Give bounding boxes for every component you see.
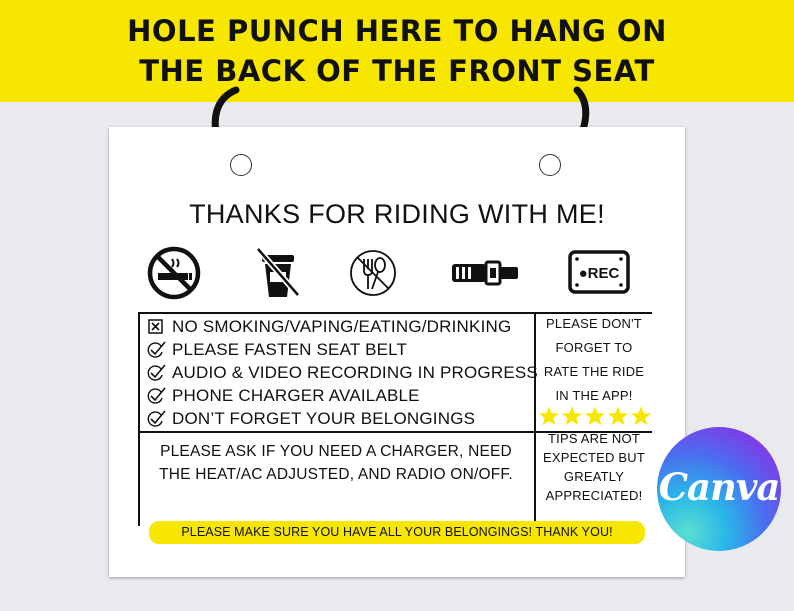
banner-line-2: THE BACK OF THE FRONT SEAT	[139, 54, 655, 88]
x-box-icon	[146, 317, 166, 337]
tips-line-3: GREATLY	[563, 469, 625, 484]
list-item	[146, 407, 538, 430]
star-icon	[630, 405, 652, 427]
check-circle-icon	[146, 386, 166, 406]
icon-row	[109, 245, 685, 301]
tips-line-4: APPRECIATED!	[545, 488, 643, 503]
ask-line-1: PLEASE ASK IF YOU NEED A CHARGER, NEED	[160, 443, 512, 460]
sign-card	[109, 127, 685, 577]
list-item	[146, 315, 538, 338]
rate-ride-text	[536, 312, 652, 408]
list-item	[146, 338, 538, 361]
punch-hole-left	[230, 154, 252, 176]
star-icon	[538, 405, 560, 427]
rate-line-1: PLEASE DON'T	[546, 316, 642, 331]
canva-wordmark: Canva	[658, 465, 780, 509]
sign-title: THANKS FOR RIDING WITH ME!	[189, 199, 605, 229]
rule-text: PHONE CHARGER AVAILABLE	[172, 385, 420, 405]
check-circle-icon	[146, 340, 166, 360]
star-icon	[561, 405, 583, 427]
no-drinks-icon	[254, 245, 302, 301]
check-circle-icon	[146, 409, 166, 429]
rule-text: PLEASE FASTEN SEAT BELT	[172, 339, 408, 359]
rate-line-3: RATE THE RIDE	[543, 364, 645, 379]
list-item	[146, 384, 538, 407]
rec-label: ●REC	[578, 265, 620, 282]
tips-line-1: TIPS ARE NOT	[548, 431, 640, 446]
check-circle-icon	[146, 363, 166, 383]
five-star-rating	[537, 405, 653, 427]
rate-line-4: IN THE APP!	[555, 388, 633, 403]
punch-hole-right	[539, 154, 561, 176]
recording-icon	[567, 245, 631, 301]
star-icon	[607, 405, 629, 427]
ask-line-2: THE HEAT/AC ADJUSTED, AND RADIO ON/OFF.	[159, 466, 513, 483]
charger-request-text	[140, 440, 532, 486]
belongings-footer: PLEASE MAKE SURE YOU HAVE ALL YOUR BELONGINGS! THANK YOU!	[149, 521, 645, 544]
rules-table	[138, 312, 652, 548]
rule-text: AUDIO & VIDEO RECORDING IN PROGRESS	[172, 362, 538, 382]
rate-line-2: FORGET TO	[555, 340, 633, 355]
list-item	[146, 361, 538, 384]
rule-text: NO SMOKING/VAPING/EATING/DRINKING	[172, 316, 512, 336]
top-banner	[0, 0, 794, 102]
tips-text	[536, 429, 652, 505]
table-left-border	[138, 312, 140, 526]
no-smoking-icon	[146, 245, 202, 301]
seat-belt-icon	[450, 245, 520, 301]
banner-line-1: HOLE PUNCH HERE TO HANG ON	[127, 14, 667, 48]
canva-logo-badge	[657, 427, 781, 551]
rule-list	[146, 315, 538, 430]
tips-line-2: EXPECTED BUT	[542, 450, 646, 465]
no-eating-icon	[348, 245, 398, 301]
rule-text: DON’T FORGET YOUR BELONGINGS	[172, 408, 476, 428]
star-icon	[584, 405, 606, 427]
